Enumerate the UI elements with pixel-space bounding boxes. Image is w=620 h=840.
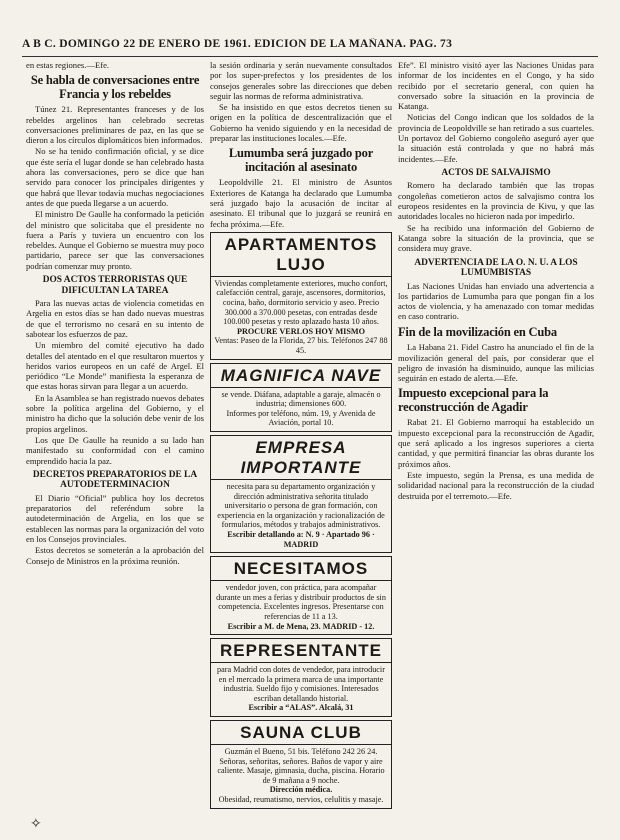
article-text: El Diario “Oficial” publica hoy los decretos preparatorios del referéndum sobre la autodeterminación de Argelia, en los que se establecen las normas para la organización del voto en los Consejos provinciales. <box>26 492 204 544</box>
ad-text: Viviendas completamente exteriores, mucho confort, calefacción central, garaje, ascensores, dormitorios, cocina, baño, dormitorio servicio y aseo. Precio 300.000 a 370.000 pesetas, con entradas desde 100.000 pesetas y resto aplazado hasta 10 años. <box>214 278 388 327</box>
article-text: Un miembro del comité ejecutivo ha dado detalles del atentado en el que resultaron muertos y heridos varios europeos en un café de Argel. El periódico “Le Monde” manifiesta la esperanza de que estas horas sirvan para llegar a un acuerdo. <box>26 340 204 392</box>
ad-address: Escribir a “ALAS”. Alcalá, 31 <box>248 703 354 713</box>
subhead-un-warning: ADVERTENCIA DE LA O. N. U. A LOS LUMUMBISTAS <box>414 257 578 279</box>
ad-title: SAUNA CLUB <box>211 723 391 745</box>
ad-address: Escribir detallando a: N. 9 · Apartado 96 · MADRID <box>227 529 375 549</box>
ad-address: Escribir a M. de Mena, 23. MADRID - 12. <box>227 621 375 631</box>
article-text: Noticias del Congo indican que los soldados de la provincia de Leopoldville se han retirado a sus cuarteles. Un portavoz del Gobierno congoleño aseguró ayer que la situación está controlada y que no habrá más incidentes.—Efe. <box>398 112 594 164</box>
article-text: Este impuesto, según la Prensa, es una medida de solidaridad nacional para la reconstrucción de la ciudad destruida por el terremoto.—Efe. <box>398 469 594 501</box>
ad-title: MAGNIFICA NAVE <box>211 366 391 388</box>
column-3 <box>398 60 594 832</box>
ad-text: Guzmán el Bueno, 51 bis. Teléfono 242 26 24. Señoras, señoritas, señores. Baños de vapor y aire caliente. Masaje, gimnasia, ducha, piscina. Horario de 9 mañana a 9 noche. <box>217 747 385 785</box>
article-text: El ministro De Gaulle ha conformado la petición del ministro que solicitaba que el presidente no fuera a París y tuviera un encuentro con los rebeldes. Aunque el Gobierno se muestra muy poco partidario, parece ser que las conversaciones podrían comenzar muy pronto. <box>26 209 204 271</box>
article-text: Para las nuevas actas de violencia cometidas en Argelia en estos días se han dado nuevas muestras de que el terrorismo no cesará en su intento de sabotear los esfuerzos de paz. <box>26 298 204 339</box>
ad-note: PROCURE VERLOS HOY MISMO <box>236 326 366 336</box>
column-2 <box>210 60 392 832</box>
page-masthead: A B C. DOMINGO 22 DE ENERO DE 1961. EDICION DE LA MAÑANA. PAG. 73 <box>22 38 598 57</box>
ad-sauna <box>210 720 392 809</box>
subhead-terrorist-acts: DOS ACTOS TERRORISTAS QUE DIFICULTAN LA TAREA <box>42 275 188 296</box>
ad-text: necesita para su departamento organización y dirección administrativa señorita titulado universitario o persona de gran formación, con experiencia en la organización y racionalización de formularios, métodos y trabajos administrativos. <box>217 481 385 530</box>
ad-title: APARTAMENTOS LUJO <box>211 235 391 277</box>
article-text: Se ha insistido en que estos decretos tienen su origen en la política de descentralización que el Gobierno ha venido siguiendo y en la necesidad de preparar las instituciones locales.—Efe. <box>210 102 392 144</box>
headline-france-rebels: Se habla de conversaciones entre Francia y los rebeldes <box>30 73 200 101</box>
article-text: Las Naciones Unidas han enviado una advertencia a los partidarios de Lumumba para que pongan fin a los actos de violencia, y ha amenazado con tomar medidas en caso contrario. <box>398 280 594 322</box>
article-text: Leopoldville 21. El ministro de Asuntos Exteriores de Katanga ha declarado que Lumumba será juzgado bajo la acusación de incitar al asesinato. El tribunal que lo juzgará se reunirá en fecha próxima.—Efe. <box>210 177 392 229</box>
article-text: No se ha tenido confirmación oficial, y se dice que éste sería el lugar donde se han celebrado hasta ahora las conversaciones, pero se dice que han servido para conocer los principales dirigentes y que habrá que llevar todavía muchas negociaciones antes de que pueda llegarse a un acuerdo. <box>26 146 204 208</box>
ad-company <box>210 435 392 553</box>
article-text: en estas regiones.—Efe. <box>26 60 110 70</box>
article-text: Estos decretos se someterán a la aprobación del Consejo de Ministros en la próxima reunión. <box>26 545 204 566</box>
article-text: Rabat 21. El Gobierno marroquí ha establecido un impuesto excepcional para la reconstrucción de Agadir, que será aplicado a los ingresos superiores a cierta cantidad, y que permitirá financiar las obras durante los próximos años. <box>398 417 594 469</box>
ad-warehouse <box>210 363 392 432</box>
ad-title: EMPRESA IMPORTANTE <box>211 438 391 480</box>
article-text: Los que De Gaulle ha reunido a su lado han manifestado su conformidad con el camino emprendido hacia la paz. <box>26 434 204 466</box>
ad-representative <box>210 638 392 717</box>
ad-text: para Madrid con dotes de vendedor, para introducir en el mercado la primera marca de una importante industria. Sueldo fijo y comisiones. Interesados escriban detallando historial. <box>217 665 385 703</box>
article-text: La Habana 21. Fidel Castro ha anunciado el fin de la movilización general del país, por considerar que el peligro de invasión ha disminuido, aunque las milicias seguirán en estado de alerta.—Efe. <box>398 342 594 384</box>
subhead-savagery: ACTOS DE SALVAJISMO <box>441 167 551 178</box>
subhead-decrees: DECRETOS PREPARATORIOS DE LA AUTODETERMINACION <box>32 469 198 491</box>
ink-mark-icon: ✧ <box>30 817 42 832</box>
headline-agadir: Impuesto excepcional para la reconstrucción de Agadir <box>398 386 549 414</box>
article-text: Túnez 21. Representantes franceses y de los rebeldes argelinos han celebrado secretas conversaciones preliminares de paz, en las que se dieron a los círculos diplomáticos bien informados. <box>26 104 204 146</box>
ad-title: NECESITAMOS <box>211 559 391 581</box>
column-1 <box>26 60 204 832</box>
ad-address: Informes por teléfono, núm. 19, y Avenida de Aviación, portal 10. <box>226 408 376 428</box>
ad-title: REPRESENTANTE <box>211 641 391 663</box>
article-text: Efe”. El ministro visitó ayer las Naciones Unidas para informar de los incidentes en el Congo, y ha sido recibido por el secretario general, con quien ha conversado sobre la situación en la provincia de Katanga. <box>398 60 594 112</box>
article-text: Romero ha declarado también que las tropas congoleñas cometieron actos de salvajismo contra los europeos residentes en la provincia de Kivu, y que las autoridades locales no hicieron nada por impedirlo. <box>398 180 594 222</box>
ad-address: Ventas: Paseo de la Florida, 27 bis. Teléfonos 247 88 45. <box>214 336 388 356</box>
article-text: En la Asamblea se han registrado nuevos debates sobre la política argelina del Gobierno, y el ministro ha dicho que la solución debe venir de los propios argelinos. <box>26 392 204 434</box>
ad-wanted <box>210 556 392 635</box>
article-text: Se ha recibido una información del Gobierno de Katanga sobre la situación de la provincia, que se considera muy grave. <box>398 222 594 254</box>
headline-lumumba: Lumumba será juzgado por incitación al asesinato <box>228 146 374 174</box>
ad-note: Dirección médica. <box>269 785 333 795</box>
ad-text: vendedor joven, con práctica, para acompañar durante un mes a ferias y distribuir productos de sin competencia. Excelentes ingresos. Presentarse con referencias de 11 a 13. <box>216 583 386 621</box>
headline-cuba: Fin de la movilización en Cuba <box>398 324 557 339</box>
ad-text: se vende. Diáfana, adaptable a garaje, almacén o industria; dimensiones 600. <box>221 389 381 409</box>
ad-apartments <box>210 232 392 360</box>
article-text: la sesión ordinaria y serán nuevamente consultados por los super-prefectos y los presidentes de los consejos generales sobre las direcciones que deben seguir las normas de reforma administrativa. <box>210 60 392 101</box>
ad-text: Obesidad, reumatismo, nervios, celulitis y masaje. <box>218 795 384 805</box>
